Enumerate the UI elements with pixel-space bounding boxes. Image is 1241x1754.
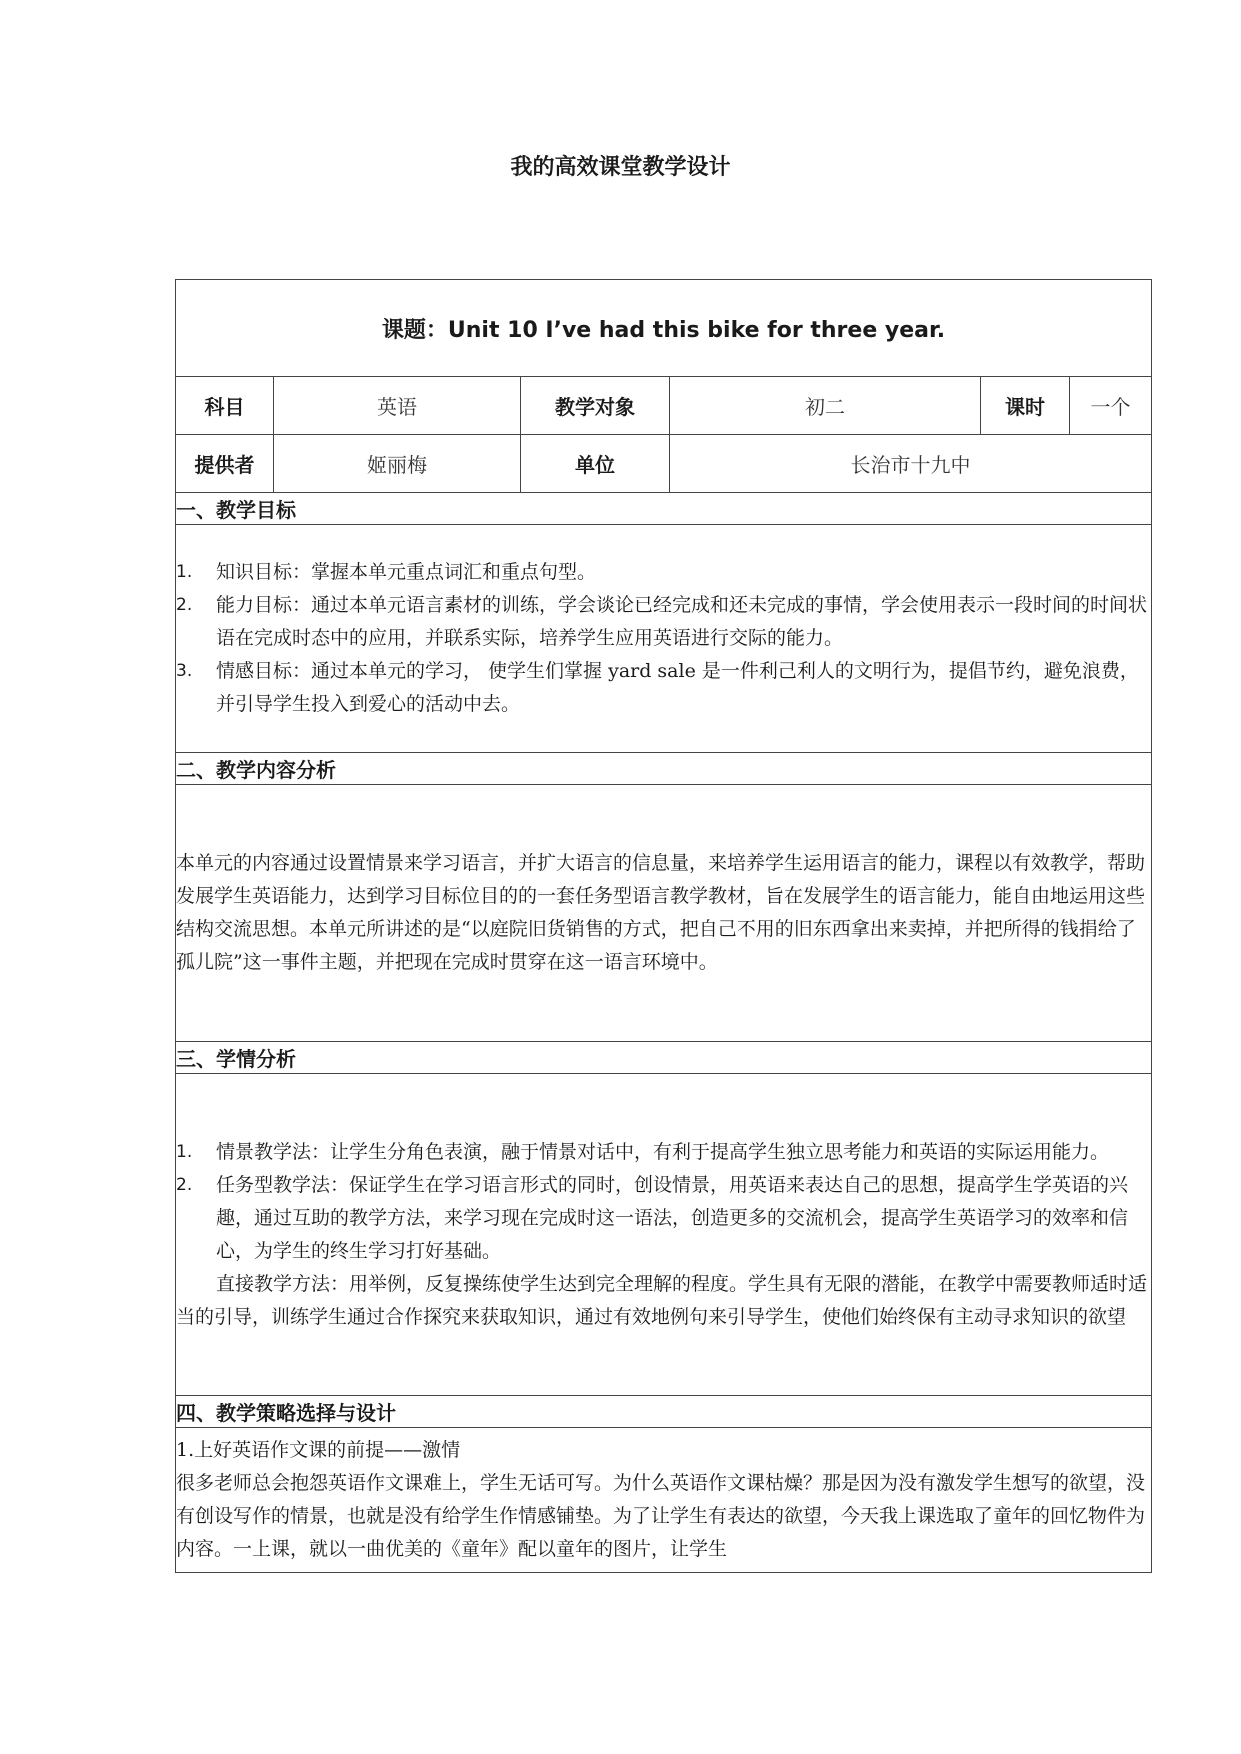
- provider-label: 提供者: [176, 435, 274, 493]
- document-title: 我的高效课堂教学设计: [510, 155, 731, 180]
- item-number: 3.: [176, 661, 193, 681]
- period-value: 一个: [1070, 377, 1152, 435]
- audience-value: 初二: [670, 377, 981, 435]
- paragraph: 直接教学方法：用举例，反复操练使学生达到完全理解的程度。学生具有无限的潜能，在教学中需要教师适时适当的引导，训练学生通过合作探究来获取知识，通过有效地例句来引导学生，使他们始终保有主动寻求知识的欲望: [176, 1272, 1148, 1328]
- unit-value: 长治市十九中: [670, 435, 1152, 493]
- provider-value: 姬丽梅: [274, 435, 521, 493]
- strategy-subheading: 1.上好英语作文课的前提——激情: [176, 1439, 461, 1461]
- audience-label: 教学对象: [521, 377, 670, 435]
- item-text: 情感目标：通过本单元的学习， 使学生们掌握 yard sale 是一件利己利人的文明行为，提倡节约，避免浪费，并引导学生投入到爱心的活动中去。: [216, 660, 1139, 715]
- list-item: [176, 1136, 1151, 1169]
- section-heading-objectives: 一、教学目标: [176, 493, 1152, 525]
- section-body-strategy: [176, 1428, 1152, 1573]
- list-item: [176, 1169, 1151, 1268]
- section-heading-learner-analysis: 三、学情分析: [176, 1042, 1152, 1074]
- section-body-objectives: [176, 525, 1152, 753]
- list-item: [176, 556, 1151, 589]
- lesson-title: 课题：Unit 10 I’ve had this bike for three year.: [176, 280, 1152, 377]
- period-label: 课时: [981, 377, 1070, 435]
- item-number: 1.: [176, 1141, 193, 1162]
- item-text: 能力目标：通过本单元语言素材的训练，学会谈论已经完成和还未完成的事情，学会使用表示一段时间的时间状语在完成时态中的应用，并联系实际，培养学生应用英语进行交际的能力。: [216, 594, 1148, 649]
- info-row-2: [176, 435, 1152, 493]
- item-text: 知识目标：掌握本单元重点词汇和重点句型。: [216, 561, 597, 583]
- subject-value: 英语: [274, 377, 521, 435]
- lesson-plan-table: [175, 279, 1152, 1573]
- subject-label: 科目: [176, 377, 274, 435]
- section-heading-content-analysis: 二、教学内容分析: [176, 753, 1152, 785]
- item-number: 2.: [176, 595, 193, 615]
- paragraph: 本单元的内容通过设置情景来学习语言，并扩大语言的信息量，来培养学生运用语言的能力，课程以有效教学，帮助发展学生英语能力，达到学习目标位目的的一套任务型语言教学教材，旨在发展学生的语言能力，能自由地运用这些结构交流思想。本单元所讲述的是“以庭院旧货销售的方式，把自己不用的旧东西拿出来卖掉，并把所得的钱捐给了孤儿院”这一事件主题，并把现在完成时贯穿在这一语言环境中。: [176, 852, 1146, 973]
- section-body-content-analysis: [176, 785, 1152, 1042]
- section-body-learner-analysis: [176, 1074, 1152, 1396]
- paragraph: 很多老师总会抱怨英语作文课难上，学生无话可写。为什么英语作文课枯燥？那是因为没有激发学生想写的欲望，没有创设写作的情景，也就是没有给学生作情感铺垫。为了让学生有表达的欲望，今天我上课选取了童年的回忆物件为内容。一上课，就以一曲优美的《童年》配以童年的图片，让学生: [176, 1472, 1146, 1560]
- item-text: 情景教学法：让学生分角色表演，融于情景对话中，有利于提高学生独立思考能力和英语的实际运用能力。: [216, 1140, 1110, 1163]
- item-text: 任务型教学法：保证学生在学习语言形式的同时，创设情景，用英语来表达自己的思想，提高学生学英语的兴趣，通过互助的教学方法，来学习现在完成时这一语法，创造更多的交流机会，提高学生英语学习的效率和信心，为学生的终生学习打好基础。: [216, 1173, 1129, 1262]
- list-item: [176, 655, 1151, 721]
- info-row-1: [176, 377, 1152, 435]
- item-number: 2.: [176, 1174, 193, 1195]
- list-item: [176, 589, 1151, 655]
- section-heading-strategy: 四、教学策略选择与设计: [176, 1396, 1152, 1428]
- unit-label: 单位: [521, 435, 670, 493]
- item-number: 1.: [176, 562, 193, 582]
